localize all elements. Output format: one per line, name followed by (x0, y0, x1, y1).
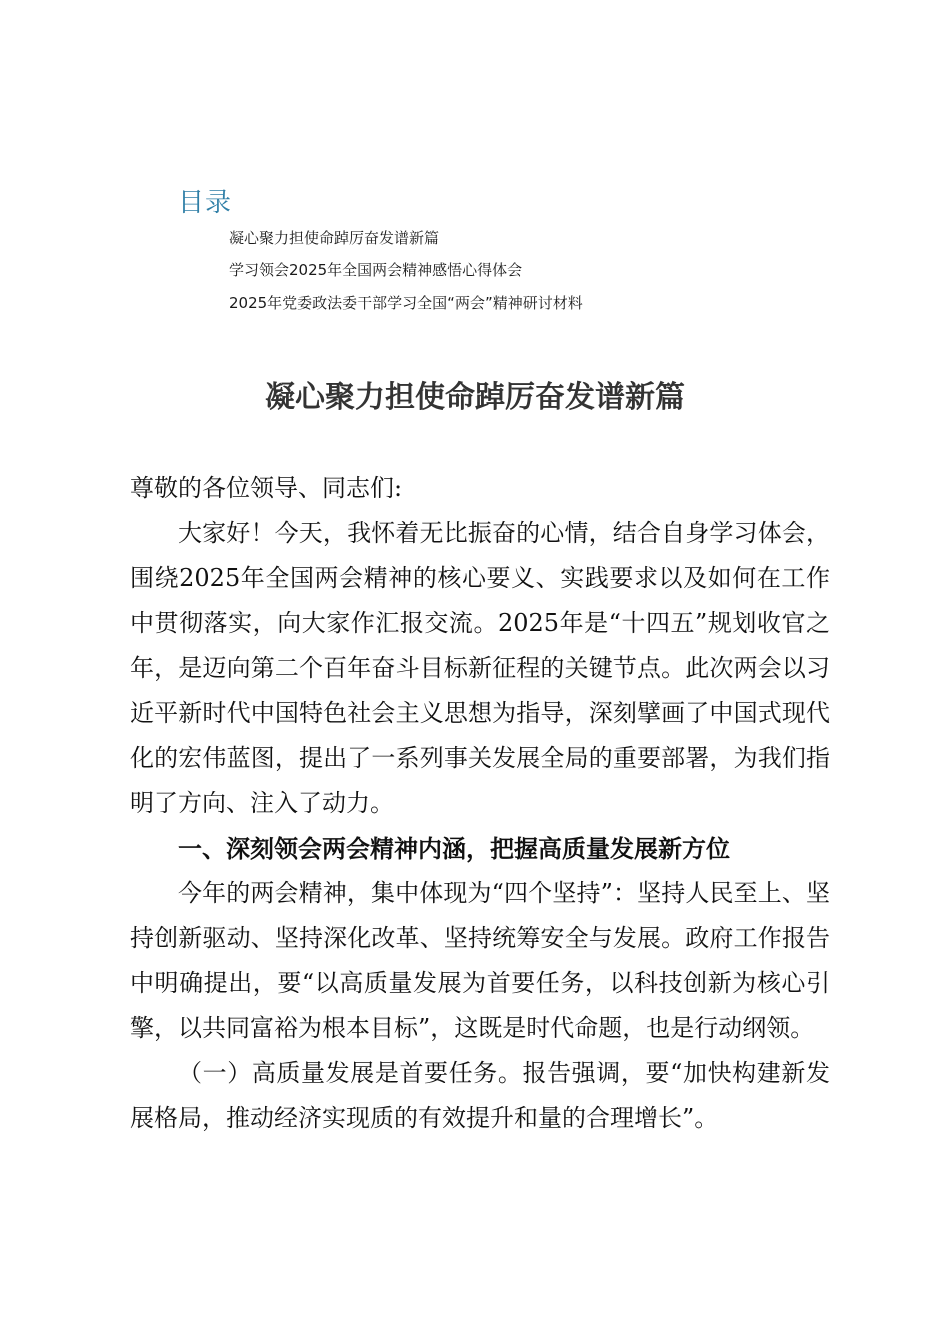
toc-item[interactable]: 2025年党委政法委干部学习全国“两会”精神研讨材料 (229, 294, 583, 312)
toc-heading: 目录 (178, 188, 233, 218)
document-title: 凝心聚力担使命踔厉奋发谱新篇 (265, 380, 685, 415)
toc-item[interactable]: 学习领会2025年全国两会精神感悟心得体会 (229, 261, 523, 279)
toc-item[interactable]: 凝心聚力担使命踔厉奋发谱新篇 (229, 229, 440, 247)
document-body (130, 466, 830, 1141)
section-heading: 一、深刻领会两会精神内涵，把握高质量发展新方位 (178, 834, 730, 863)
salutation: 尊敬的各位领导、同志们: (130, 474, 403, 502)
paragraph: 大家好！今天，我怀着无比振奋的心情，结合自身学习体会，围绕2025年全国两会精神的核心要义、实践要求以及如何在工作中贯彻落实，向大家作汇报交流。2025年是“十四五”规划收官之年，是迈向第二个百年奋斗目标新征程的关键节点。此次两会以习近平新时代中国特色社会主义思想为指导，深刻擘画了中国式现代化的宏伟蓝图，提出了一系列事关发展全局的重要部署，为我们指明了方向、注入了动力。 (130, 519, 830, 817)
paragraph: 今年的两会精神，集中体现为“四个坚持”：坚持人民至上、坚持创新驱动、坚持深化改革、坚持统筹安全与发展。政府工作报告中明确提出，要“以高质量发展为首要任务，以科技创新为核心引擎，以共同富裕为根本目标”，这既是时代命题，也是行动纲领。 (130, 879, 830, 1042)
paragraph: （一）高质量发展是首要任务。报告强调，要“加快构建新发展格局，推动经济实现质的有效提升和量的合理增长”。 (130, 1059, 830, 1132)
